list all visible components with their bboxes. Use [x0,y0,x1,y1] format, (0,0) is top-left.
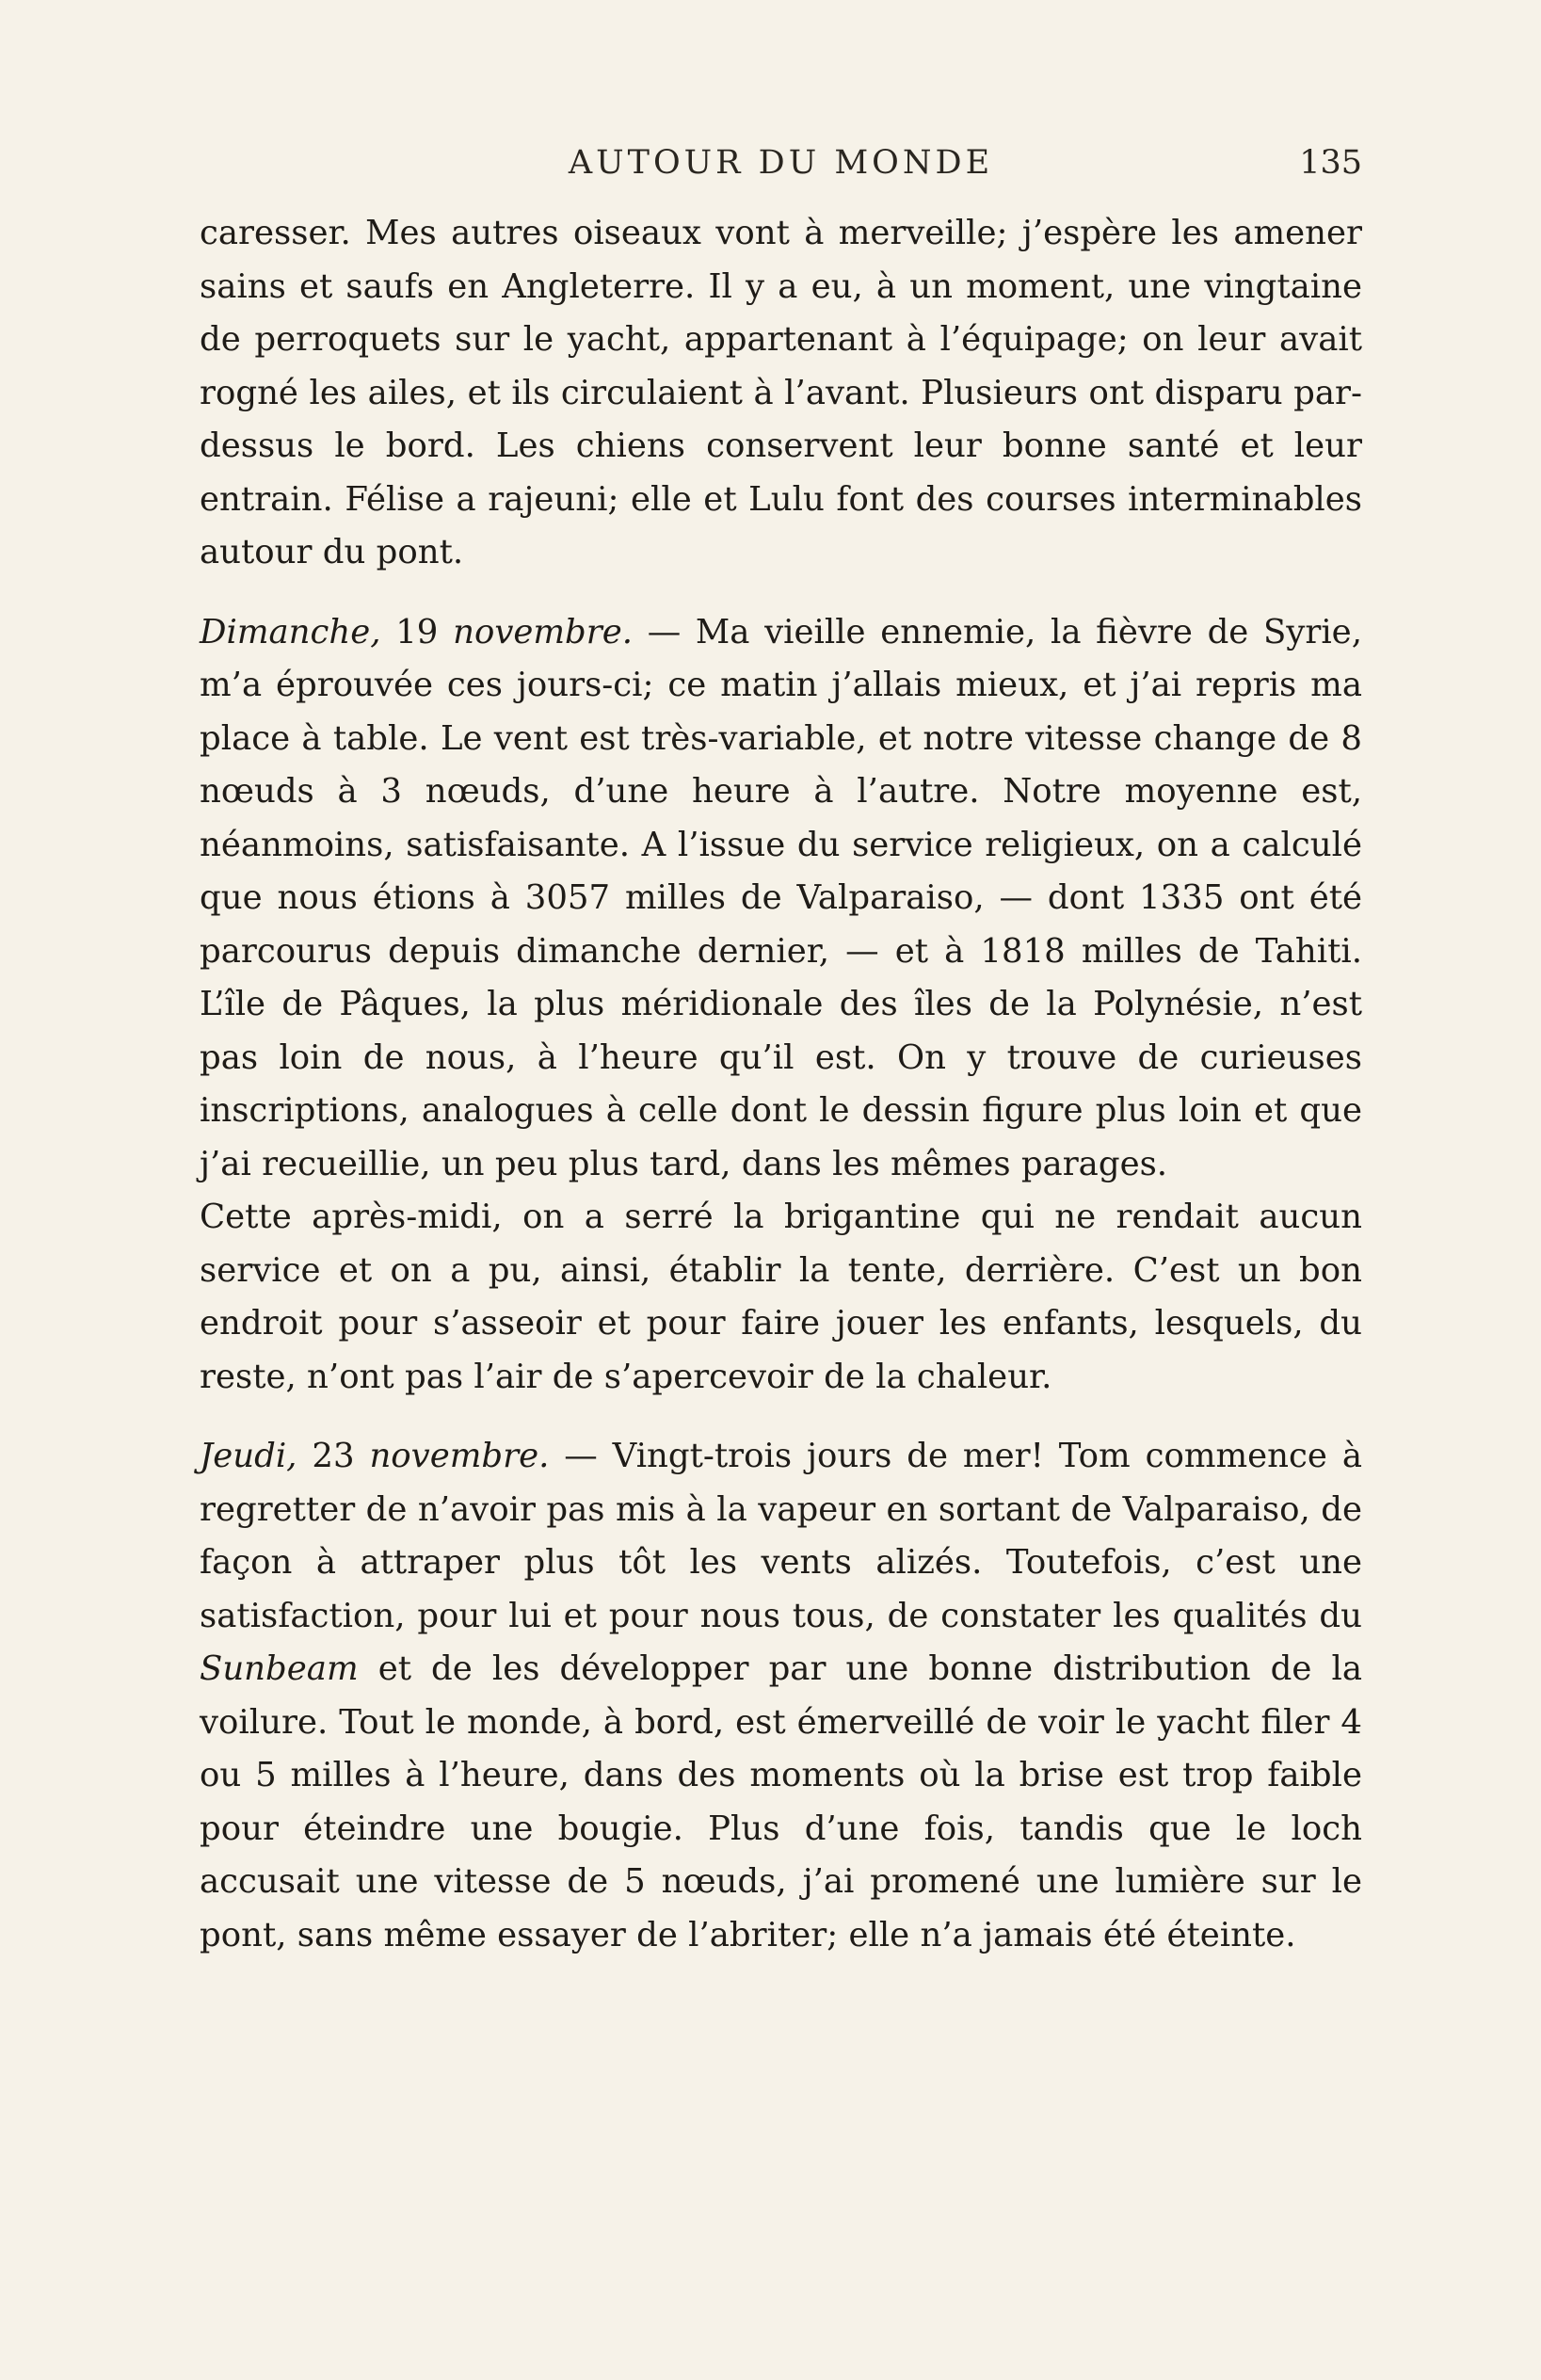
paragraph-1-text: caresser. Mes autres oiseaux vont à merveille; j’espère les amener sains et saufs en Angleterre. Il y a eu, à un moment, une vingtaine de perroquets sur le yacht, appartenant à l’équipage; on leur avait rogné les ailes, et ils circulaient à l’avant. Plusieurs ont disparu par-dessus le bord. Les chiens conservent leur bonne santé et leur entrain. Félise a rajeuni; elle et Lulu font des courses interminables autour du pont. [200,214,1362,571]
body-text [200,207,1362,1962]
entry-date-month: novembre. [369,1437,550,1475]
entry-date-day: Dimanche, [200,612,381,651]
entry-date-number: 19 [380,612,454,651]
running-head [200,139,1362,186]
paragraph-3-text: Cette après-midi, on a serré la brigantine qui ne rendait aucun service et on a pu, ainsi, établir la tente, derrière. C’est un bon endroit pour s’asseoir et pour faire jouer les enfants, lesquels, du reste, n’ont pas l’air de s’apercevoir de la chaleur. [200,1198,1362,1396]
section-gap [200,1404,1362,1430]
entry-jeudi [200,1430,1362,1962]
entry-text-part-b: et de les développer par une bonne distribution de la voilure. Tout le monde, à bord, est émerveillé de voir le yacht filer 4 ou 5 milles à l’heure, dans des moments où la brise est trop faible pour éteindre une bougie. Plus d’une fois, tandis que le loch accusait une vitesse de 5 nœuds, j’ai promené une lumière sur le pont, sans même essayer de l’abriter; elle n’a jamais été éteinte. [200,1649,1362,1954]
entry-date-number: 23 [297,1437,370,1475]
running-title: AUTOUR DU MONDE [568,144,994,182]
entry-date-day: Jeudi, [200,1437,297,1475]
entry-text-part-a: — Vingt-trois jours de mer! Tom commence à regretter de n’avoir pas mis à la vapeur en sortant de Valparaiso, de façon à attraper plus tôt les vents alizés. Toutefois, c’est une satisfaction, pour lui et pour nous tous, de constater les qualités du [200,1437,1362,1635]
entry-text: — Ma vieille ennemie, la fièvre de Syrie, m’a éprouvée ces jours-ci; ce matin j’allais mieux, et j’ai repris ma place à table. Le vent est très-variable, et notre vitesse change de 8 nœuds à 3 nœuds, d’une heure à l’autre. Notre moyenne est, néanmoins, satisfaisante. A l’issue du service religieux, on a calculé que nous étions à 3057 milles de Valparaiso, — dont 1335 ont été parcourus depuis dimanche dernier, — et à 1818 milles de Tahiti. L’île de Pâques, la plus méridionale des îles de la Polynésie, n’est pas loin de nous, à l’heure qu’il est. On y trouve de curieuses inscriptions, analogues à celle dont le dessin figure plus loin et que j’ai recueillie, un peu plus tard, dans les mêmes parages. [200,612,1362,1183]
entry-dimanche [200,606,1362,1192]
page-number: 135 [1299,144,1362,182]
entry-date-month: novembre. [453,612,634,651]
section-gap [200,580,1362,606]
ship-name: Sunbeam [200,1649,359,1688]
paragraph-1 [200,207,1362,580]
paragraph-3 [200,1191,1362,1404]
